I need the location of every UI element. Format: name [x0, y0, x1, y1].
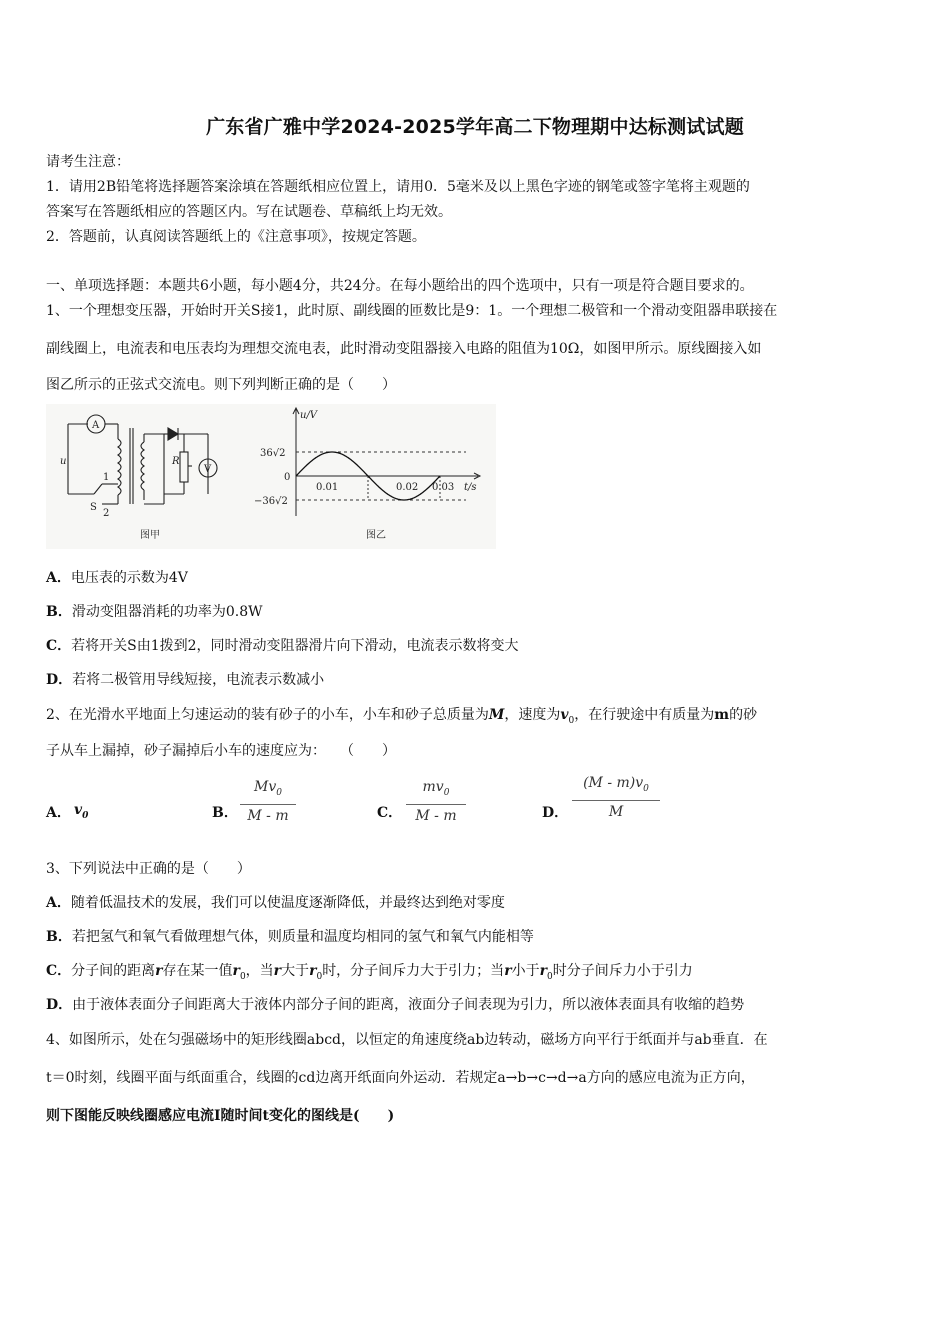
- circuit-diagram: [68, 415, 217, 504]
- notice-item-1-line-1: 1．请用2B铅笔将选择题答案涂填在答题纸相应位置上，请用0．5毫米及以上黑色字迹的钢笔或签字笔将主观题的: [46, 179, 750, 195]
- q2-text-a: 2、在光滑水平地面上匀速运动的装有砂子的小车，小车和砂子总质量为: [46, 707, 489, 723]
- option-text: 随着低温技术的发展，我们可以使温度逐渐降低，并最终达到绝对零度: [70, 895, 505, 911]
- q3-option-b: [46, 927, 916, 947]
- symbol-r0: r: [309, 963, 317, 979]
- q2-text-b: ，速度为: [504, 707, 561, 723]
- q2-text-d: 的砂: [729, 707, 758, 723]
- label-u: u: [60, 456, 67, 467]
- symbol-r0: r: [232, 963, 240, 979]
- section-header: 一、单项选择题：本题共6小题，每小题4分，共24分。在每小题给出的四个选项中，只有一项是符合题目要求的。: [46, 278, 754, 294]
- option-label: D．: [46, 997, 73, 1013]
- text-part: 大于: [281, 963, 310, 979]
- numerator-text: (M - m)v: [583, 775, 644, 791]
- numerator: [572, 774, 660, 798]
- y-axis-label: u/V: [300, 410, 318, 421]
- denominator: M: [608, 803, 624, 820]
- q1-figure: [46, 404, 496, 549]
- caption-right: 图乙: [366, 530, 386, 541]
- option-label: A．: [46, 895, 71, 911]
- symbol-sub: 0: [316, 971, 323, 982]
- q2-option-a-label: A．: [46, 805, 71, 821]
- q4-stem-line-2: t＝0时刻，线圈平面与纸面重合，线圈的cd边离开纸面向外运动．若规定a→b→c→d→a方向的感应电流为正方向，: [46, 1070, 755, 1086]
- x-tick-1: 0.01: [316, 482, 339, 493]
- page-title: 广东省广雅中学2024-2025学年高二下物理期中达标测试试题: [206, 116, 744, 138]
- numerator: [406, 778, 466, 802]
- value-sub: 0: [82, 810, 89, 821]
- symbol-r: r: [504, 963, 512, 979]
- q2-option-b-label: B．: [212, 805, 238, 821]
- q2-option-d-fraction: [572, 774, 660, 821]
- denominator: M - m: [247, 807, 289, 824]
- q2-stem-line-2: 子从车上漏掉，砂子漏掉后小车的速度应为： （ ）: [46, 743, 396, 759]
- symbol-r: r: [155, 963, 163, 979]
- denominator: M - m: [415, 807, 457, 824]
- y-tick-negative: −36√2: [254, 496, 288, 507]
- q2-option-d-label: D．: [542, 805, 569, 821]
- option-text: 若把氢气和氧气看做理想气体，则质量和温度均相同的氢气和氧气内能相等: [71, 929, 534, 945]
- caption-left: 图甲: [140, 530, 160, 541]
- symbol-r: r: [273, 963, 282, 979]
- option-text: 若将开关S由1拨到2，同时滑动变阻器滑片向下滑动，电流表示数将变大: [71, 638, 519, 654]
- q3-option-d: [46, 995, 916, 1015]
- diode-symbol: [168, 428, 178, 440]
- option-text: 若将二极管用导线短接，电流表示数减小: [72, 672, 325, 688]
- y-tick-positive: 36√2: [260, 448, 286, 459]
- notice-item-1-line-2: 答案写在答题纸相应的答题区内。写在试题卷、草稿纸上均无效。: [46, 204, 452, 220]
- q2-option-c-label: C．: [377, 805, 403, 821]
- numerator: [240, 778, 296, 802]
- q2-velocity-sub: 0: [568, 715, 575, 726]
- numerator-text: Mv: [254, 779, 277, 795]
- q3-option-a: [46, 893, 916, 913]
- q2-option-a-value: [74, 802, 88, 821]
- option-text: 滑动变阻器消耗的功率为0.8W: [71, 604, 263, 620]
- y-tick-zero: 0: [284, 472, 291, 483]
- option-label: B．: [46, 929, 72, 945]
- text-part: ，当: [245, 963, 274, 979]
- label-switch-1: 1: [103, 472, 110, 483]
- option-label: B．: [46, 604, 72, 620]
- symbol-r0: r: [539, 963, 547, 979]
- option-text: 由于液体表面分子间距离大于液体内部分子间的距离，液面分子间表现为引力，所以液体表面具有收缩的趋势: [72, 997, 745, 1013]
- q2-text-c: ，在行驶途中有质量为: [574, 707, 715, 723]
- q1-stem-line-1: 1、一个理想变压器，开始时开关S接1，此时原、副线圈的匝数比是9：1。一个理想二极管和一个滑动变阻器串联接在: [46, 303, 778, 319]
- notice-heading: 请考生注意：: [46, 154, 130, 170]
- option-text: 电压表的示数为4V: [70, 570, 188, 586]
- text-part: 时，分子间斥力大于引力；当: [322, 963, 505, 979]
- x-tick-2: 0.02: [396, 482, 419, 493]
- value-v: v: [74, 802, 83, 818]
- option-label: D．: [46, 672, 73, 688]
- numerator-sub: 0: [643, 783, 649, 794]
- symbol-sub: 0: [546, 971, 553, 982]
- q1-figure-svg: [46, 404, 496, 549]
- text-part: 分子间的距离: [71, 963, 156, 979]
- option-label: C．: [46, 963, 72, 979]
- q1-stem-line-3: 图乙所示的正弦式交流电。则下列判断正确的是（ ）: [46, 377, 396, 393]
- q2-mass-m: m: [714, 707, 730, 723]
- q1-option-b: [46, 602, 916, 622]
- q1-option-c: [46, 636, 916, 656]
- primary-coil: [118, 439, 121, 495]
- label-switch-s: S: [90, 502, 97, 513]
- text-part: 存在某一值: [162, 963, 233, 979]
- q2-velocity: v: [560, 707, 569, 723]
- label-voltmeter: V: [204, 464, 212, 475]
- q2-option-c-fraction: [406, 778, 466, 825]
- numerator-text: mv: [422, 779, 444, 795]
- text-part: 时分子间斥力小于引力: [552, 963, 693, 979]
- notice-item-2: 2．答题前，认真阅读答题纸上的《注意事项》，按规定答题。: [46, 229, 426, 245]
- symbol-sub: 0: [239, 971, 246, 982]
- q2-mass-M: M: [488, 707, 505, 723]
- label-switch-2: 2: [103, 508, 110, 519]
- fraction-bar: [406, 804, 466, 805]
- q1-option-a: [46, 568, 916, 588]
- q3-option-c: [46, 961, 916, 987]
- q4-stem-line-3: 则下图能反映线圈感应电流I随时间t变化的图线是( ): [46, 1108, 395, 1124]
- q2-option-b-fraction: [240, 778, 296, 825]
- label-resistor: R: [172, 456, 180, 467]
- resistor-symbol: [180, 452, 188, 482]
- waveform-graph: [293, 408, 480, 516]
- q3-stem: 3、下列说法中正确的是（ ）: [46, 861, 251, 877]
- fraction-bar: [240, 804, 296, 805]
- fraction-bar: [572, 800, 660, 801]
- q1-stem-line-2: 副线圈上，电流表和电压表均为理想交流电表，此时滑动变阻器接入电路的阻值为10Ω，如图甲所示。原线圈接入如: [46, 341, 762, 357]
- numerator-sub: 0: [443, 787, 450, 798]
- secondary-coil: [141, 442, 144, 490]
- option-label: C．: [46, 638, 72, 654]
- q1-option-d: [46, 670, 916, 690]
- q4-stem-line-1: 4、如图所示，处在匀强磁场中的矩形线圈abcd，以恒定的角速度绕ab边转动，磁场方向平行于纸面并与ab垂直．在: [46, 1032, 768, 1048]
- numerator-sub: 0: [276, 787, 282, 798]
- label-ammeter: A: [92, 420, 100, 431]
- x-tick-3: 0.03: [432, 482, 455, 493]
- x-axis-label: t/s: [464, 482, 477, 493]
- text-part: 小于: [511, 963, 540, 979]
- option-label: A．: [46, 570, 71, 586]
- q2-stem-line-1: [46, 705, 916, 731]
